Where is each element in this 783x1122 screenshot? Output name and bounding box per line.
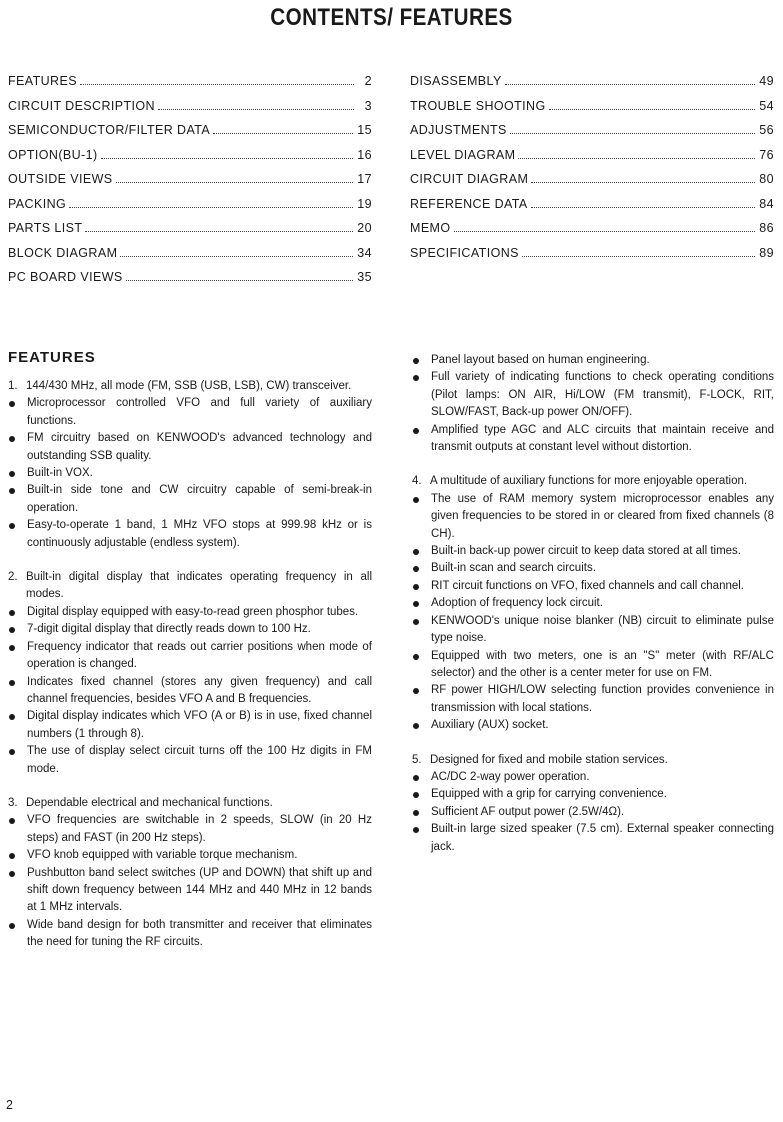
toc-entry-title: CIRCUIT DIAGRAM	[410, 172, 529, 186]
feature-bullet-item	[8, 465, 372, 482]
toc-entry-title: SPECIFICATIONS	[410, 245, 519, 260]
feature-text: Wide band design for both transmitter and receiver that eliminates the need for tuning the RF circuits.	[27, 918, 372, 949]
toc-leader-dots	[522, 256, 755, 257]
feature-bullet-item	[8, 517, 372, 552]
feature-bullet-item	[8, 621, 372, 638]
toc-leader-dots	[158, 109, 354, 110]
feature-bullet-item	[412, 422, 774, 457]
feature-text: AC/DC 2-way power operation.	[431, 770, 590, 783]
feature-bullet-item	[412, 821, 774, 856]
feature-text: Adoption of frequency lock circuit.	[431, 597, 603, 610]
toc-entry-page: 80	[759, 172, 774, 186]
feature-bullet-item	[8, 395, 372, 430]
toc-leader-dots	[213, 133, 353, 134]
feature-text: Digital display equipped with easy-to-read green phosphor tubes.	[27, 605, 359, 618]
bullet-icon	[8, 743, 27, 778]
feature-text: Auxiliary (AUX) socket.	[431, 719, 549, 732]
bullet-icon	[412, 613, 431, 648]
toc-left-column	[8, 74, 372, 295]
toc-entry-page: 20	[357, 221, 372, 235]
feature-section-heading	[8, 378, 372, 395]
toc-leader-dots	[69, 207, 353, 208]
section-number: 5.	[412, 753, 422, 766]
toc-entry-page: 54	[759, 98, 774, 113]
toc-entry	[410, 197, 774, 222]
toc-entry-page: 49	[759, 74, 774, 88]
toc-entry	[8, 123, 372, 148]
toc-leader-dots	[101, 158, 354, 159]
feature-text: Built-in back-up power circuit to keep data stored at all times.	[431, 545, 742, 558]
feature-bullet-item	[412, 595, 774, 612]
feature-bullet-item	[8, 708, 372, 743]
feature-text: FM circuitry based on KENWOOD's advanced technology and outstanding SSB quality.	[27, 432, 372, 462]
feature-bullet-item	[412, 648, 774, 683]
toc-entry-page: 15	[357, 123, 372, 137]
bullet-icon	[8, 674, 27, 709]
bullet-icon	[412, 560, 431, 577]
bullet-icon	[8, 430, 27, 465]
section-gap	[412, 735, 774, 752]
feature-text: Built-in side tone and CW circuitry capable of semi-break-in operation.	[27, 484, 372, 514]
feature-bullet-item	[412, 543, 774, 560]
toc-entry-page: 34	[357, 245, 372, 260]
toc-entry-title: ADJUSTMENTS	[410, 123, 507, 137]
bullet-icon	[412, 769, 431, 786]
bullet-icon	[412, 804, 431, 821]
toc-entry-page: 3	[364, 98, 372, 113]
bullet-icon	[8, 604, 27, 621]
feature-bullet-item	[412, 769, 774, 786]
toc-entry-title: SEMICONDUCTOR/FILTER DATA	[8, 123, 211, 137]
feature-text: Dependable electrical and mechanical functions.	[26, 796, 273, 809]
toc-entry-title: CIRCUIT DESCRIPTION	[8, 98, 155, 113]
toc-entry-page: 17	[357, 172, 372, 186]
toc-entry-title: TROUBLE SHOOTING	[410, 98, 546, 113]
bullet-icon	[8, 621, 27, 638]
bullet-icon	[412, 682, 431, 717]
feature-bullet-item	[8, 604, 372, 621]
toc-entry	[410, 221, 774, 246]
bullet-icon	[412, 595, 431, 612]
bullet-icon	[8, 517, 27, 552]
toc-entry-title: PACKING	[8, 196, 67, 211]
toc-entry-title: DISASSEMBLY	[410, 74, 502, 88]
feature-section-heading	[8, 795, 372, 812]
bullet-icon	[412, 422, 431, 457]
toc-entry-page: 84	[759, 196, 774, 211]
bullet-icon	[8, 917, 27, 952]
feature-bullet-item	[412, 491, 774, 543]
feature-bullet-item	[8, 812, 372, 847]
feature-text: 7-digit digital display that directly reads down to 100 Hz.	[27, 623, 311, 636]
toc-leader-dots	[510, 133, 756, 134]
bullet-icon	[8, 465, 27, 482]
feature-text: Built-in VOX.	[27, 467, 93, 480]
toc-entry-title: FEATURES	[8, 74, 77, 88]
feature-bullet-item	[412, 682, 774, 717]
feature-text: Equipped with a grip for carrying convenience.	[431, 788, 667, 801]
feature-text: KENWOOD's unique noise blanker (NB) circuit to eliminate pulse type noise.	[431, 614, 774, 645]
features-left-column	[8, 378, 372, 952]
feature-bullet-item	[412, 369, 774, 421]
section-gap	[8, 778, 372, 795]
feature-bullet-item	[412, 560, 774, 577]
feature-bullet-item	[412, 613, 774, 648]
toc-entry-page: 89	[759, 245, 774, 260]
bullet-icon	[8, 482, 27, 517]
feature-section-heading	[412, 473, 774, 490]
bullet-icon	[412, 352, 431, 369]
feature-text: Full variety of indicating functions to check operating conditions (Pilot lamps: ON AIR, Hi/LOW (FM transmit), F-LOCK, RIT, SLOW/FAST, Back-up power ON/OFF).	[431, 371, 774, 419]
toc-right-column	[410, 74, 774, 270]
toc-leader-dots	[454, 231, 756, 232]
bullet-icon	[8, 847, 27, 864]
feature-text: Designed for fixed and mobile station services.	[430, 753, 668, 766]
toc-entry	[8, 99, 372, 124]
feature-text: Built-in scan and search circuits.	[431, 562, 596, 575]
bullet-icon	[412, 543, 431, 560]
feature-text: A multitude of auxiliary functions for more enjoyable operation.	[430, 475, 748, 488]
toc-entry	[410, 74, 774, 99]
toc-entry-title: OUTSIDE VIEWS	[8, 172, 113, 186]
section-number: 4.	[412, 475, 422, 488]
section-number: 1.	[8, 380, 18, 392]
toc-entry-page: 19	[357, 196, 372, 211]
bullet-icon	[412, 648, 431, 683]
feature-text: 144/430 MHz, all mode (FM, SSB (USB, LSB), CW) transceiver.	[26, 380, 352, 392]
bullet-icon	[412, 821, 431, 856]
feature-section-heading	[8, 569, 372, 604]
toc-entry-page: 86	[759, 221, 774, 235]
features-heading: FEATURES	[8, 349, 96, 366]
toc-leader-dots	[85, 231, 353, 232]
toc-leader-dots	[126, 280, 354, 281]
feature-text: Built-in digital display that indicates operating frequency in all modes.	[26, 571, 372, 601]
section-gap	[8, 552, 372, 569]
toc-entry-title: PARTS LIST	[8, 221, 83, 235]
feature-text: RIT circuit functions on VFO, fixed channels and call channel.	[431, 579, 745, 592]
features-right-column	[412, 352, 774, 856]
feature-text: VFO knob equipped with variable torque mechanism.	[27, 849, 298, 862]
feature-text: Indicates fixed channel (stores any given frequency) and call channel frequencies, besides VFO A and B frequencies.	[27, 675, 372, 705]
bullet-icon	[8, 639, 27, 674]
feature-text: Equipped with two meters, one is an "S" meter (with RF/ALC selector) and the other is a center meter for use on FM.	[431, 649, 774, 679]
toc-entry	[8, 148, 372, 173]
feature-bullet-item	[412, 352, 774, 369]
toc-entry-title: PC BOARD VIEWS	[8, 270, 123, 284]
feature-section-heading	[412, 752, 774, 769]
feature-text: Digital display indicates which VFO (A or B) is in use, fixed channel numbers (1 through 8).	[27, 710, 372, 740]
toc-leader-dots	[531, 182, 755, 183]
feature-text: VFO frequencies are switchable in 2 speeds, SLOW (in 20 Hz steps) and FAST (in 200 Hz steps).	[27, 814, 372, 844]
toc-entry-page: 56	[759, 123, 774, 137]
toc-leader-dots	[531, 207, 756, 208]
toc-entry	[8, 246, 372, 271]
bullet-icon	[412, 491, 431, 543]
feature-text: Panel layout based on human engineering.	[431, 354, 650, 366]
bullet-icon	[8, 708, 27, 743]
feature-bullet-item	[412, 804, 774, 821]
toc-entry-page: 76	[759, 147, 774, 162]
page-title: CONTENTS/ FEATURES	[270, 4, 513, 31]
feature-bullet-item	[412, 786, 774, 803]
toc-entry	[8, 221, 372, 246]
toc-entry	[8, 74, 372, 99]
toc-leader-dots	[518, 158, 755, 159]
bullet-icon	[412, 369, 431, 421]
bullet-icon	[412, 578, 431, 595]
toc-leader-dots	[549, 109, 756, 110]
feature-bullet-item	[8, 865, 372, 917]
toc-entry-title: MEMO	[410, 221, 451, 235]
feature-bullet-item	[8, 674, 372, 709]
bullet-icon	[412, 717, 431, 734]
feature-text: Microprocessor controlled VFO and full variety of auxiliary functions.	[27, 397, 372, 427]
toc-entry-title: BLOCK DIAGRAM	[8, 245, 118, 260]
feature-text: Sufficient AF output power (2.5W/4Ω).	[431, 805, 625, 818]
feature-text: Pushbutton band select switches (UP and DOWN) that shift up and shift down frequency between 144 MHz and 440 MHz in 12 bands at 1 MHz intervals.	[27, 866, 372, 914]
toc-entry	[410, 246, 774, 271]
feature-text: RF power HIGH/LOW selecting function provides convenience in transmission with local stations.	[431, 684, 774, 714]
feature-bullet-item	[8, 847, 372, 864]
toc-entry-page: 2	[364, 74, 372, 88]
toc-leader-dots	[120, 256, 353, 257]
bullet-icon	[8, 865, 27, 917]
feature-bullet-item	[8, 917, 372, 952]
feature-text: Built-in large sized speaker (7.5 cm). External speaker connecting jack.	[431, 823, 774, 853]
bullet-icon	[412, 786, 431, 803]
toc-entry-title: LEVEL DIAGRAM	[410, 147, 516, 162]
toc-entry	[8, 270, 372, 295]
feature-bullet-item	[8, 482, 372, 517]
toc-entry	[410, 148, 774, 173]
bullet-icon	[8, 395, 27, 430]
section-number: 3.	[8, 796, 18, 809]
section-number: 2.	[8, 571, 18, 584]
toc-entry	[410, 172, 774, 197]
toc-entry	[8, 197, 372, 222]
toc-leader-dots	[80, 84, 354, 85]
feature-text: The use of RAM memory system microprocessor enables any given frequencies to be stored in or cleared from fixed channels (8 CH).	[431, 492, 774, 540]
toc-entry	[410, 99, 774, 124]
section-gap	[412, 456, 774, 473]
feature-bullet-item	[8, 743, 372, 778]
feature-text: Frequency indicator that reads out carrier positions when mode of operation is changed.	[27, 640, 372, 671]
bullet-icon	[8, 812, 27, 847]
toc-entry-page: 35	[357, 270, 372, 284]
toc-entry-page: 16	[357, 147, 372, 162]
toc-entry	[8, 172, 372, 197]
feature-bullet-item	[412, 717, 774, 734]
feature-bullet-item	[8, 639, 372, 674]
toc-entry-title: REFERENCE DATA	[410, 196, 528, 211]
feature-bullet-item	[412, 578, 774, 595]
page-number: 2	[6, 1098, 13, 1112]
feature-bullet-item	[8, 430, 372, 465]
feature-text: The use of display select circuit turns off the 100 Hz digits in FM mode.	[27, 745, 372, 775]
toc-leader-dots	[116, 182, 354, 183]
feature-text: Amplified type AGC and ALC circuits that maintain receive and transmit outputs at constant level without distortion.	[431, 423, 774, 454]
toc-entry	[410, 123, 774, 148]
toc-entry-title: OPTION(BU-1)	[8, 147, 98, 162]
feature-text: Easy-to-operate 1 band, 1 MHz VFO stops at 999.98 kHz or is continuously adjustable (endless system).	[27, 519, 372, 549]
toc-leader-dots	[505, 84, 756, 85]
